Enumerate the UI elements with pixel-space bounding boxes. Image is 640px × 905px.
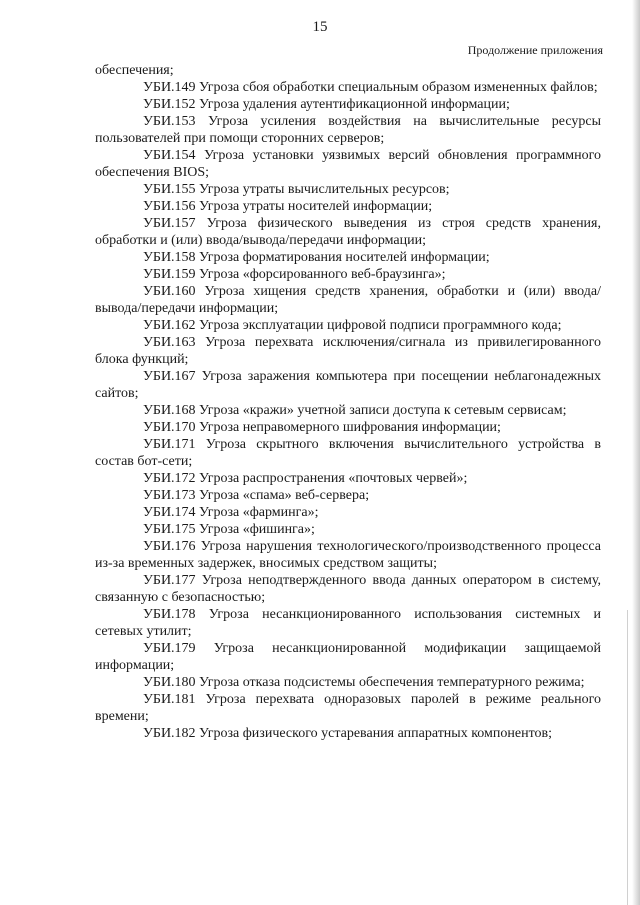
list-item: УБИ.153 Угроза усиления воздействия на вычислительные ресурсы пользователей при помощи сторонних серверов;: [95, 114, 601, 146]
list-item: УБИ.179 Угроза несанкционированной модификации защищаемой информации;: [95, 641, 601, 673]
list-item: УБИ.170 Угроза неправомерного шифрования информации;: [143, 420, 501, 435]
continuation-note: Продолжение приложения: [467, 43, 603, 57]
list-item: УБИ.180 Угроза отказа подсистемы обеспечения температурного режима;: [143, 675, 585, 690]
scan-edge-line: [627, 610, 628, 905]
list-item: УБИ.174 Угроза «фарминга»;: [143, 505, 319, 520]
list-item: УБИ.162 Угроза эксплуатации цифровой подписи программного кода;: [143, 318, 562, 333]
list-item: УБИ.154 Угроза установки уязвимых версий обновления программного обеспечения BIOS;: [95, 148, 601, 180]
list-item: УБИ.175 Угроза «фишинга»;: [143, 522, 315, 537]
list-item: УБИ.159 Угроза «форсированного веб-браузинга»;: [143, 267, 446, 282]
scan-edge-shadow: [632, 0, 640, 905]
list-item: УБИ.167 Угроза заражения компьютера при посещении неблагонадежных сайтов;: [95, 369, 601, 401]
list-item: УБИ.172 Угроза распространения «почтовых червей»;: [143, 471, 468, 486]
list-item: УБИ.158 Угроза форматирования носителей информации;: [143, 250, 490, 265]
list-item: УБИ.157 Угроза физического выведения из строя средств хранения, обработки и (или) ввода/вывода/передачи информации;: [95, 216, 601, 248]
list-item: УБИ.155 Угроза утраты вычислительных ресурсов;: [143, 182, 450, 197]
list-item: УБИ.156 Угроза утраты носителей информации;: [143, 199, 433, 214]
list-item: УБИ.173 Угроза «спама» веб-сервера;: [143, 488, 370, 503]
list-item: УБИ.178 Угроза несанкционированного использования системных и сетевых утилит;: [95, 607, 601, 639]
list-item: УБИ.171 Угроза скрытного включения вычислительного устройства в состав бот-сети;: [95, 437, 601, 469]
list-item: УБИ.152 Угроза удаления аутентификационной информации;: [143, 97, 510, 112]
list-item: УБИ.177 Угроза неподтвержденного ввода данных оператором в систему, связанную с безопасностью;: [95, 573, 601, 605]
threat-list: [95, 62, 601, 742]
list-item: обеспечения;: [95, 63, 174, 78]
list-item: УБИ.181 Угроза перехвата одноразовых паролей в режиме реального времени;: [95, 692, 601, 724]
page-number: 15: [312, 19, 328, 35]
list-item: УБИ.182 Угроза физического устаревания аппаратных компонентов;: [143, 726, 553, 741]
list-item: УБИ.149 Угроза сбоя обработки специальным образом измененных файлов;: [143, 80, 598, 95]
list-item: УБИ.160 Угроза хищения средств хранения, обработки и (или) ввода/вывода/передачи информации;: [95, 284, 601, 316]
list-item: УБИ.176 Угроза нарушения технологического/производственного процесса из-за временных задержек, вносимых средством защиты;: [95, 539, 601, 571]
list-item: УБИ.163 Угроза перехвата исключения/сигнала из привилегированного блока функций;: [95, 335, 601, 367]
list-item: УБИ.168 Угроза «кражи» учетной записи доступа к сетевым сервисам;: [143, 403, 567, 418]
